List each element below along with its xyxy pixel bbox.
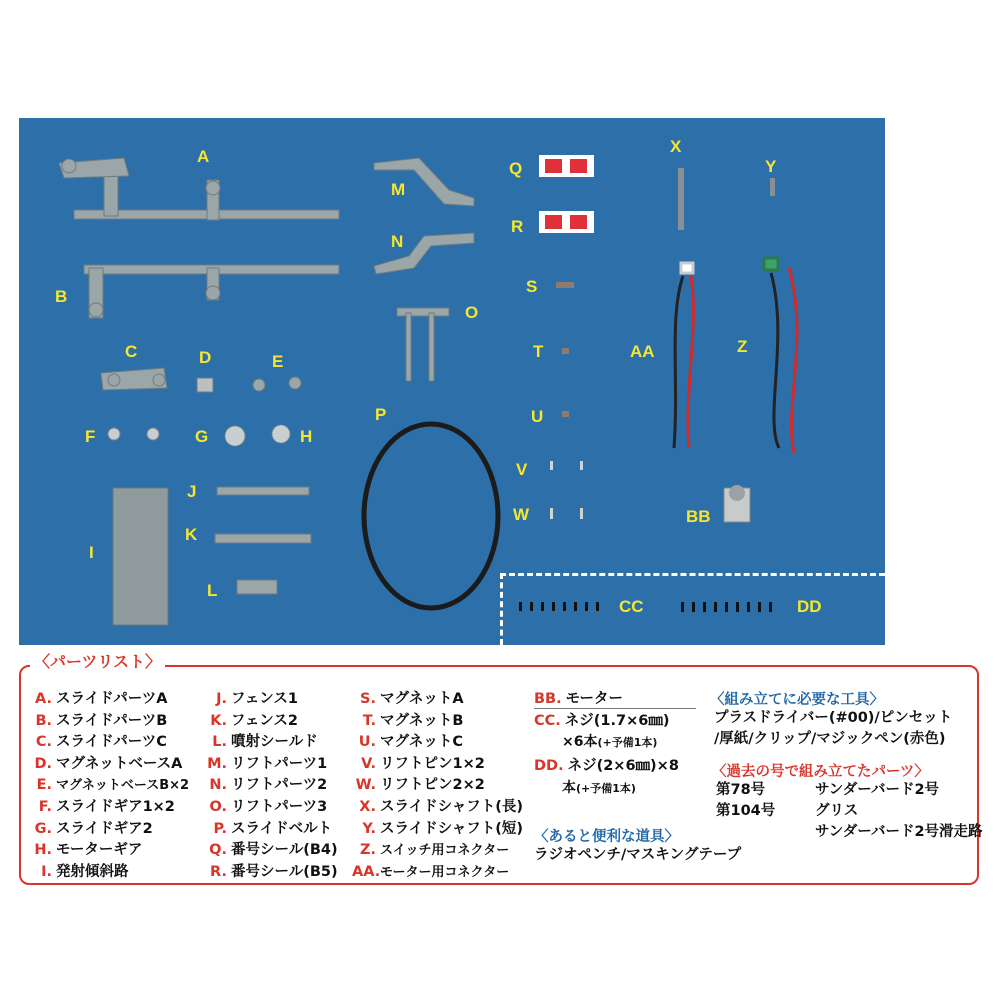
parts-list-column-4 [534, 689, 704, 798]
label-dd: DD [797, 597, 822, 616]
list-item: U. マグネットC [358, 734, 463, 751]
list-item: F. スライドギア1×2 [38, 798, 175, 815]
part-aa-motor-connector [674, 263, 693, 448]
list-item: W. リフトピン2×2 [355, 777, 485, 794]
label-z: Z [737, 337, 748, 356]
label-t: T [533, 342, 544, 361]
label-d: D [199, 348, 212, 367]
list-item: B. スライドパーツB [35, 712, 168, 729]
parts-list-title: 〈パーツリスト〉 [30, 652, 165, 672]
label-aa: AA [630, 342, 655, 361]
part-k-fence [215, 534, 311, 543]
list-item: AA.モーター用コネクター [352, 863, 510, 880]
screw-area-divider-horizontal [500, 573, 885, 576]
part-q-number-sticker [539, 155, 594, 177]
part-w-lift-pin [550, 508, 583, 519]
parts-list-column-2 [205, 689, 338, 883]
part-o-lift-part [397, 308, 449, 381]
parts-list-column-3 [352, 689, 523, 883]
list-item: C. スライドパーツC [35, 734, 167, 751]
label-cc: CC [619, 597, 644, 616]
part-dd-screws [681, 602, 772, 612]
part-h-motor-gear [272, 425, 290, 443]
list-item: L. 噴射シールド [212, 734, 318, 751]
label-i: I [89, 543, 94, 562]
part-z-switch-connector [764, 258, 797, 453]
list-item: X. スライドシャフト(長) [359, 798, 524, 815]
required-tools-title: 〈組み立てに必要な工具〉 [710, 692, 884, 708]
list-item: V. リフトピン1×2 [361, 755, 485, 772]
list-item-bb: BB. モーター [534, 691, 624, 707]
part-v-lift-pin [550, 461, 583, 470]
divider-line [534, 708, 696, 709]
required-tools-line-1: プラスドライバー(#00)/ピンセット [714, 710, 953, 726]
part-t-magnet [562, 348, 569, 354]
label-s: S [526, 277, 538, 296]
part-r-number-sticker [539, 211, 594, 233]
part-l-jet-shield [237, 580, 277, 594]
list-item: I. 発射傾斜路 [41, 863, 129, 880]
label-k: K [185, 525, 198, 544]
list-item: Q. 番号シール(B4) [209, 842, 338, 859]
label-v: V [516, 460, 528, 479]
part-a-slide-part [59, 158, 339, 220]
label-n: N [391, 232, 404, 251]
part-e-magnet-base [253, 377, 301, 391]
part-f-slide-gear [108, 428, 159, 440]
handy-tools-text: ラジオペンチ/マスキングテープ [534, 847, 742, 863]
label-p: P [375, 405, 387, 424]
list-item-cc: CC. ネジ(1.7×6㎜) [534, 712, 670, 729]
parts-photo [19, 118, 885, 645]
part-d-magnet-base [197, 378, 213, 392]
part-c-slide-part [101, 368, 167, 390]
label-bb: BB [686, 507, 711, 526]
label-j: J [187, 482, 197, 501]
label-r: R [511, 217, 524, 236]
handy-tools-title: 〈あると便利な道具〉 [534, 829, 679, 845]
past-parts-issue-1: 第78号 [716, 782, 766, 798]
list-item: M. リフトパーツ1 [207, 755, 328, 772]
list-item: T. マグネットB [362, 712, 464, 729]
label-e: E [272, 352, 284, 371]
list-item: O. リフトパーツ3 [209, 798, 328, 815]
label-a: A [197, 147, 210, 166]
part-i-launch-ramp [113, 488, 168, 625]
label-q: Q [509, 159, 523, 178]
list-item: K. フェンス2 [210, 712, 298, 729]
past-parts-title: 〈過去の号で組み立てたパーツ〉 [712, 764, 929, 780]
list-item: H. モーターギア [34, 842, 143, 859]
required-tools-line-2: /厚紙/クリップ/マジックペン(赤色) [714, 731, 946, 747]
part-cc-screws [519, 602, 599, 611]
list-item: S. マグネットA [360, 691, 464, 707]
label-u: U [531, 407, 544, 426]
label-x: X [670, 137, 682, 156]
list-item: Z. スイッチ用コネクター [359, 842, 510, 859]
label-l: L [207, 581, 218, 600]
past-parts-issue-2: 第104号 [716, 803, 776, 819]
part-g-slide-gear [225, 426, 245, 446]
list-item: Y. スライドシャフト(短) [362, 820, 524, 837]
part-b-slide-part [84, 265, 339, 318]
list-item: A. スライドパーツA [35, 691, 168, 707]
part-bb-motor [724, 485, 750, 522]
part-m-lift-part [374, 158, 474, 206]
list-item: G. スライドギア2 [34, 820, 153, 837]
label-y: Y [765, 157, 777, 176]
parts-illustration [19, 118, 885, 645]
part-x-slide-shaft-long [678, 168, 684, 230]
part-n-lift-part [374, 233, 474, 274]
past-parts-part-2: グリス [815, 803, 859, 819]
part-u-magnet [562, 411, 569, 417]
part-j-fence [217, 487, 309, 495]
label-g: G [195, 427, 209, 446]
list-item: P. スライドベルト [213, 820, 333, 837]
part-s-magnet [556, 282, 574, 288]
list-item-cc-count: ×6本(+予備1本) [562, 734, 658, 751]
list-item: J. フェンス1 [216, 691, 298, 707]
label-w: W [513, 505, 530, 524]
list-item: D. マグネットベースA [34, 755, 183, 772]
past-parts-part-1: サンダーバード2号 [815, 782, 940, 798]
list-item-dd: DD. ネジ(2×6㎜)×8 [534, 758, 679, 775]
past-parts-part-3: サンダーバード2号滑走路 [815, 824, 983, 840]
part-p-slide-belt [364, 424, 498, 608]
label-b: B [55, 287, 68, 306]
label-m: M [391, 180, 406, 199]
label-h: H [300, 427, 313, 446]
list-item: N. リフトパーツ2 [209, 777, 328, 794]
label-c: C [125, 342, 138, 361]
screw-area-divider-vertical [500, 573, 503, 645]
list-item: R. 番号シール(B5) [210, 863, 338, 880]
part-y-slide-shaft-short [770, 178, 775, 196]
label-o: O [465, 303, 479, 322]
list-item: E. マグネットベースB×2 [36, 777, 190, 794]
list-item-dd-count: 本(+予備1本) [562, 779, 636, 796]
parts-list-column-1 [30, 689, 189, 883]
label-f: F [85, 427, 96, 446]
